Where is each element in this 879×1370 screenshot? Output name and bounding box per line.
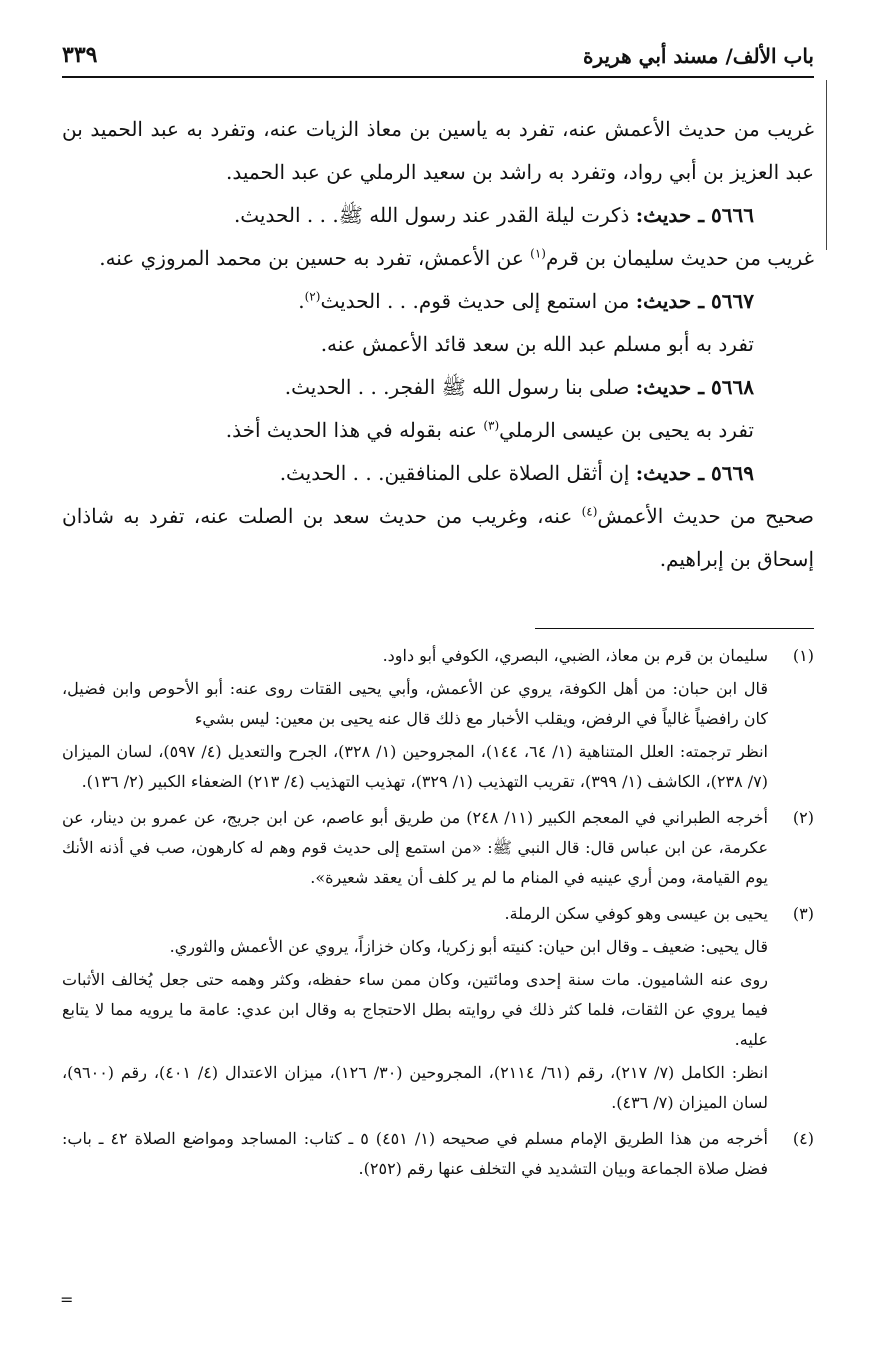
main-text	[62, 108, 814, 581]
remark	[62, 323, 814, 366]
footnote-4	[62, 1124, 814, 1184]
footnotes	[62, 641, 814, 1190]
paragraph-text: صحيح من حديث الأعمش	[597, 504, 815, 528]
footnote-text: أخرجه الطبراني في المعجم الكبير (١١/ ٢٤٨) من طريق أبو عاصم، عن ابن جريج، عن عمرو بن دينار، عن عكرمة، عن ابن عباس قال: قال النبي ﷺ: «من استمع إلى حديث قوم وهم له كارهون، صب في أذنه الأنك يوم القيامة، ومن أري عينيه في المنام ما لم ير كلف أن يعقد شعيرة».	[62, 808, 769, 887]
remark	[62, 409, 814, 452]
paragraph	[62, 108, 814, 194]
remark-text: تفرد به يحيى بن عيسى الرملي	[499, 418, 754, 442]
hadith-label: ٥٦٦٧ ـ حديث:	[635, 289, 754, 313]
footnote-ref: (٢)	[304, 289, 321, 304]
footnote-3	[62, 899, 814, 1118]
paragraph-text: غريب من حديث الأعمش عنه، تفرد به ياسين بن معاذ الزيات عنه، وتفرد به عبد الحميد بن عبد العزيز بن أبي رواد، وتفرد به راشد بن سعيد الرملي عن عبد الحميد.	[62, 117, 814, 184]
paragraph	[62, 495, 814, 581]
footnote-number: (٢)	[792, 808, 814, 827]
hadith-5668	[62, 366, 814, 409]
paragraph-text: عنه، وغريب من حديث سعد بن الصلت عنه، تفرد به شاذان إسحاق بن إبراهيم.	[62, 504, 814, 571]
remark-text: عنه بقوله في هذا الحديث أخذ.	[225, 418, 477, 442]
hadith-5666	[62, 194, 814, 237]
footnote-text: روى عنه الشاميون. مات سنة إحدى ومائتين، وكان ممن ساء حفظه، وكثر وهمه حتى جعل يُخالف الأثبات فيما يروي عن الثقات، فلما كثر ذلك في روايته بطل الاحتجاج به وقال ابن عدي: عامة ما يرويه مما لا يتابع عليه.	[62, 970, 768, 1049]
running-title: باب الألف/ مسند أبي هريرة	[583, 44, 814, 68]
continuation-mark: =	[60, 1290, 74, 1309]
footnote-text: سليمان بن قرم بن معاذ، الضبي، البصري، الكوفي أبو داود.	[382, 646, 768, 665]
footnote-text: انظر: الكامل (٧/ ٢١٧)، رقم (٦١/ ٢١١٤)، المجروحين (٣٠/ ١٢٦)، ميزان الاعتدال (٤/ ٤٠١)، رقم (٩٦٠٠)، لسان الميزان (٧/ ٤٣٦).	[62, 1063, 769, 1112]
hadith-end: .	[298, 289, 305, 313]
footnote-text: قال ابن حبان: من أهل الكوفة، يروي عن الأعمش، وأبي يحيى القتات روى عنه: أبو الأحوص وابن فضيل، كان رافضياً غالياً في الرفض، ويقلب الأخبار مع ذلك قال عنه يحيى بن معين: ليس بشيء	[62, 679, 768, 728]
footnote-number: (٣)	[792, 904, 814, 923]
hadith-text: صلى بنا رسول الله ﷺ الفجر. . . الحديث.	[284, 375, 630, 399]
footnote-separator	[535, 628, 814, 629]
hadith-5669	[62, 452, 814, 495]
footnote-ref: (٣)	[483, 418, 500, 433]
footnote-text: أخرجه من هذا الطريق الإمام مسلم في صحيحه (١/ ٤٥١) ٥ ـ كتاب: المساجد ومواضع الصلاة ٤٢ ـ باب: فضل صلاة الجماعة وبيان التشديد في التخلف عنها رقم (٢٥٢).	[62, 1129, 769, 1178]
footnote-number: (٤)	[792, 1129, 814, 1148]
running-header	[62, 40, 814, 78]
footnote-ref: (١)	[530, 246, 546, 261]
hadith-text: من استمع إلى حديث قوم. . . الحديث	[320, 289, 630, 313]
hadith-label: ٥٦٦٩ ـ حديث:	[635, 461, 754, 485]
footnote-text: انظر ترجمته: العلل المتناهية (١/ ٦٤، ١٤٤)، المجروحين (١/ ٣٢٨)، الجرح والتعديل (٤/ ٥٩٧)، لسان الميزان (٧/ ٢٣٨)، الكاشف (١/ ٣٩٩)، تقريب التهذيب (١/ ٣٢٩)، تهذيب التهذيب (٤/ ٢١٣) الضعفاء الكبير (٢/ ١٣٦).	[62, 742, 768, 791]
paragraph-text: غريب من حديث سليمان بن قرم	[545, 246, 814, 270]
hadith-5667	[62, 280, 814, 323]
footnote-ref: (٤)	[581, 504, 598, 519]
footnote-number: (١)	[792, 646, 814, 665]
page-number: ٣٣٩	[62, 42, 98, 68]
hadith-label: ٥٦٦٨ ـ حديث:	[635, 375, 754, 399]
paragraph	[62, 237, 814, 280]
hadith-label: ٥٦٦٦ ـ حديث:	[635, 203, 754, 227]
hadith-text: ذكرت ليلة القدر عند رسول الله ﷺ. . . الحديث.	[233, 203, 630, 227]
remark-text: تفرد به أبو مسلم عبد الله بن سعد قائد الأعمش عنه.	[320, 332, 754, 356]
footnote-text: قال يحيى: ضعيف ـ وقال ابن حيان: كنيته أبو زكريا، وكان خزازاً، يروي عن الأعمش والثوري.	[169, 937, 768, 956]
margin-rule	[826, 80, 827, 250]
footnote-2	[62, 803, 814, 893]
footnote-1	[62, 641, 814, 797]
footnote-text: يحيى بن عيسى وهو كوفي سكن الرملة.	[504, 904, 768, 923]
paragraph-text: عن الأعمش، تفرد به حسين بن محمد المروزي عنه.	[99, 246, 524, 270]
hadith-text: إن أثقل الصلاة على المنافقين. . . الحديث.	[279, 461, 630, 485]
